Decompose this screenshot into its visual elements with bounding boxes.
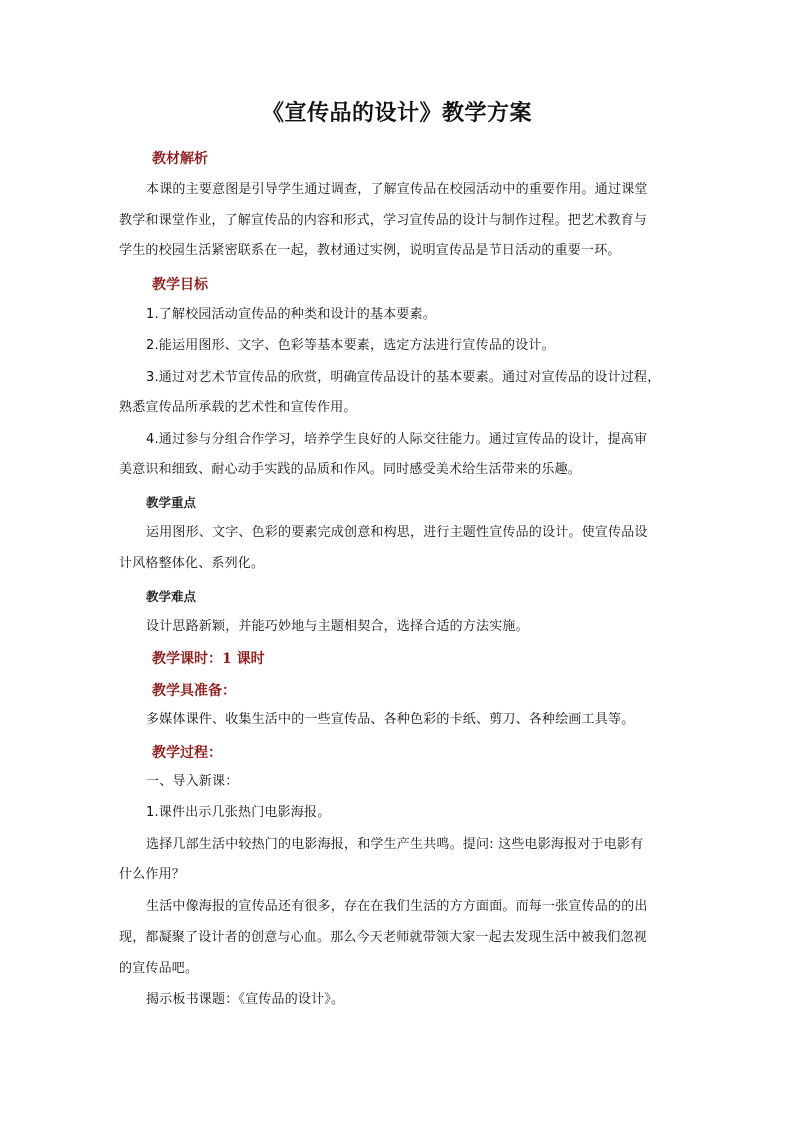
key-points-heading: 教学重点 xyxy=(146,495,197,510)
objective-item-4-line-1: 4.通过参与分组合作学习，培养学生良好的人际交往能力。通过宣传品的设计，提高审 xyxy=(146,432,648,447)
class-hours-heading: 教学课时：1 课时 xyxy=(152,651,265,667)
process-para-2-line-3: 的宣传品吧。 xyxy=(119,961,199,976)
analysis-line-1: 本课的主要意图是引导学生通过调查，了解宣传品在校园活动中的重要作用。通过课堂 xyxy=(146,182,648,197)
key-points-line-1: 运用图形、文字、色彩的要素完成创意和构思，进行主题性宣传品的设计。使宣传品设 xyxy=(146,525,648,540)
process-para-1-line-1: 选择几部生活中较热门的电影海报，和学生产生共鸣。提问: 这些电影海报对于电影有 xyxy=(146,837,644,852)
process-para-2-line-2: 现，都凝聚了设计者的创意与心血。那么今天老师就带领大家一起去发现生活中被我们忽视 xyxy=(119,930,648,945)
process-board-title: 揭示板书课题：《宣传品的设计》。 xyxy=(146,992,345,1007)
difficulties-line-1: 设计思路新颖，并能巧妙地与主题相契合，选择合适的方法实施。 xyxy=(146,619,529,634)
key-points-line-2: 计风格整体化、系列化。 xyxy=(119,556,265,571)
document-title: 《宣传品的设计》教学方案 xyxy=(261,100,532,126)
analysis-line-3: 学生的校园生活紧密联系在一起，教材通过实例，说明宣传品是节日活动的重要一环。 xyxy=(119,243,621,258)
analysis-line-2: 教学和课堂作业，了解宣传品的内容和形式，学习宣传品的设计与制作过程。把艺术教育与 xyxy=(119,213,648,228)
objective-item-1: 1.了解校园活动宣传品的种类和设计的基本要素。 xyxy=(146,307,437,322)
objectives-heading: 教学目标 xyxy=(152,277,208,293)
process-section-1: 一、导入新课： xyxy=(146,774,239,789)
process-para-2-line-1: 生活中像海报的宣传品还有很多，存在在我们生活的方方面面。而每一张宣传品的的出 xyxy=(146,899,648,914)
materials-line-1: 多媒体课件、收集生活中的一些宣传品、各种色彩的卡纸、剪刀、各种绘画工具等。 xyxy=(146,712,635,727)
materials-heading: 教学具准备： xyxy=(152,683,236,699)
objective-item-4-line-2: 美意识和细致、耐心动手实践的品质和作风。同时感受美术给生活带来的乐趣。 xyxy=(119,462,582,477)
objective-item-3-line-2: 熟悉宣传品所承载的艺术性和宣传作用。 xyxy=(119,400,357,415)
objective-item-2: 2.能运用图形、文字、色彩等基本要素，选定方法进行宣传品的设计。 xyxy=(146,338,555,353)
process-step-1: 1.课件出示几张热门电影海报。 xyxy=(146,805,331,820)
objective-item-3-line-1: 3.通过对艺术节宣传品的欣赏，明确宣传品设计的基本要素。通过对宣传品的设计过程， xyxy=(146,370,661,385)
process-heading: 教学过程： xyxy=(152,745,222,761)
analysis-heading: 教材解析 xyxy=(152,151,208,167)
process-para-1-line-2: 什么作用？ xyxy=(119,867,186,882)
difficulties-heading: 教学难点 xyxy=(146,589,197,604)
